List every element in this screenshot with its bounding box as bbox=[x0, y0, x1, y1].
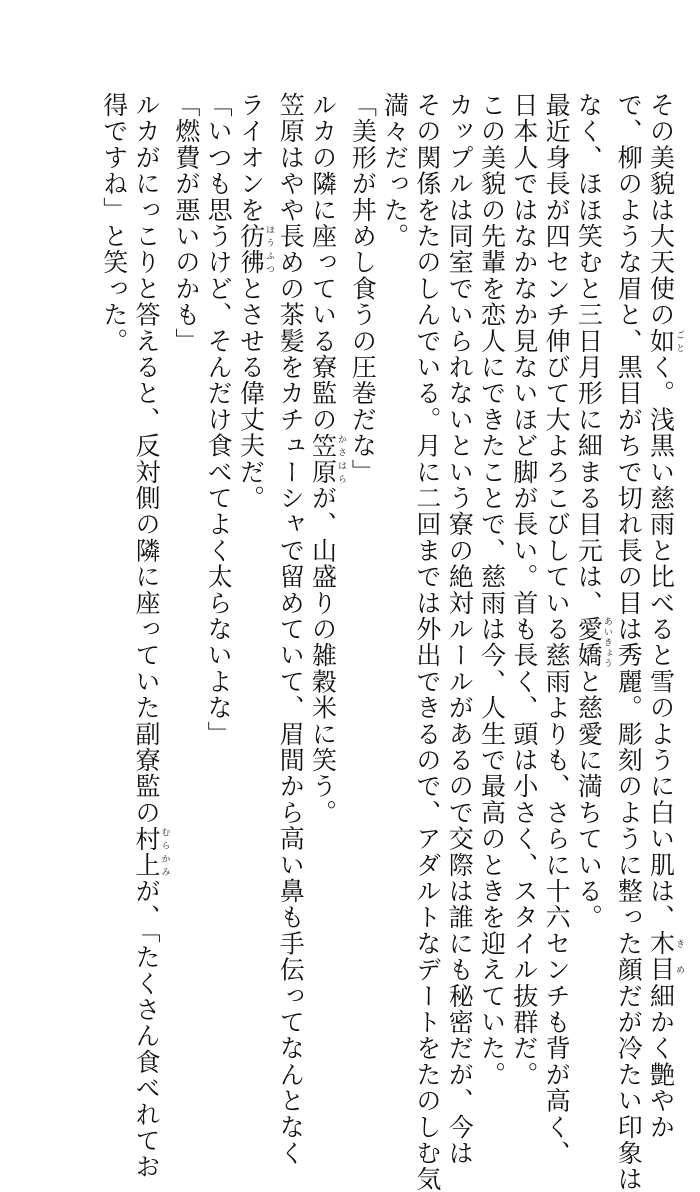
text-line bbox=[274, 92, 306, 1167]
ruby-annotation bbox=[574, 616, 612, 669]
text-line bbox=[130, 92, 170, 1180]
ruby-reading: かさはら bbox=[336, 432, 347, 486]
text-line bbox=[234, 92, 274, 982]
vertical-text-body bbox=[14, 92, 684, 1192]
text-run: が、「たくさん食べれてお bbox=[132, 878, 162, 1180]
text-run: で、柳のような眉と、黒目がちで切れ長の目は秀麗。彫刻のように整った顔だが冷たい印象は bbox=[614, 92, 644, 1192]
text-line bbox=[306, 92, 346, 982]
text-run: 笠原はやや長めの茶髪をカチューシャで留めていて、眉間から高い鼻も手伝ってなんとなく bbox=[276, 92, 306, 1167]
text-run: 「美形が丼めし食うの圧巻だな」 bbox=[348, 92, 378, 485]
text-run: 満々だった。 bbox=[380, 92, 410, 250]
text-line bbox=[612, 92, 644, 1192]
ruby-annotation bbox=[132, 825, 170, 879]
text-run: 「いつも思うけど、そんだけ食べてよく太らないよな」 bbox=[204, 92, 234, 747]
text-run: が、山盛りの雑穀米に笑う。 bbox=[308, 485, 338, 826]
ruby-reading: ごと bbox=[674, 327, 684, 355]
ruby-reading: むらかみ bbox=[159, 825, 170, 879]
text-line bbox=[170, 92, 202, 982]
text-run: その美貌は大天使の bbox=[646, 92, 676, 328]
text-run: 「燃費が悪いのかも」 bbox=[171, 92, 201, 354]
ruby-annotation bbox=[236, 223, 274, 276]
text-run: この美貌の先輩を恋人にできたことで、慈雨は今、人生で最高のときを迎えていた。 bbox=[477, 92, 507, 1088]
text-run: 細かく艶やか bbox=[646, 982, 676, 1141]
text-run: その関係をたのしんでいる。月に二回までは外出できるので、アダルトなデートをたのしむ気 bbox=[412, 92, 442, 1192]
text-run: 最近身長が四センチ伸びて大よろこびしている慈雨よりも、さらに十六センチも背が高く、 bbox=[542, 92, 572, 1167]
ruby-base: 愛嬌 bbox=[574, 616, 604, 669]
text-line bbox=[378, 92, 410, 982]
text-run: とさせる偉丈夫だ。 bbox=[236, 275, 266, 512]
ruby-reading: ほうふつ bbox=[263, 223, 274, 276]
text-run: なく、ほほ笑むと三日月形に細まる目元は、 bbox=[574, 92, 604, 616]
text-line bbox=[97, 92, 129, 982]
ruby-base: 木目 bbox=[646, 930, 676, 983]
text-line bbox=[572, 92, 612, 982]
text-run: カップルは同室でいられないという寮の絶対ルールがあるので交際は誰にも秘密だが、今は bbox=[445, 92, 475, 1167]
ruby-base: 村上 bbox=[132, 825, 162, 879]
ruby-annotation bbox=[646, 327, 684, 355]
text-line bbox=[644, 92, 684, 1141]
text-run: く。浅黒い慈雨と比べると雪のように白い肌は、 bbox=[646, 354, 676, 931]
ruby-base: 彷彿 bbox=[236, 223, 266, 276]
text-run: 日本人ではなかなか見ないほど脚が長い。首も長く、頭は小さく、スタイル抜群だ。 bbox=[509, 92, 539, 1088]
text-run: 得ですね」と笑った。 bbox=[99, 92, 129, 354]
ruby-annotation bbox=[308, 432, 347, 486]
text-run: ルカがにっこりと答えると、反対側の隣に座っていた副寮監の bbox=[132, 92, 162, 826]
text-line bbox=[540, 92, 572, 1167]
text-line bbox=[443, 92, 475, 1167]
ruby-reading: あいきょう bbox=[601, 616, 612, 669]
ruby-reading: きめ bbox=[674, 930, 684, 983]
text-run: ルカの隣に座っている寮監の bbox=[308, 92, 338, 433]
text-line bbox=[508, 92, 540, 1088]
text-line bbox=[346, 92, 378, 982]
text-line bbox=[411, 92, 443, 1192]
ruby-annotation bbox=[646, 930, 684, 983]
text-line bbox=[475, 92, 507, 1088]
text-run: と慈愛に満ちている。 bbox=[574, 668, 604, 931]
text-line bbox=[202, 92, 234, 982]
text-run: ライオンを bbox=[236, 92, 266, 223]
ruby-base: 笠原 bbox=[308, 432, 338, 486]
ruby-base: 如 bbox=[646, 327, 676, 355]
